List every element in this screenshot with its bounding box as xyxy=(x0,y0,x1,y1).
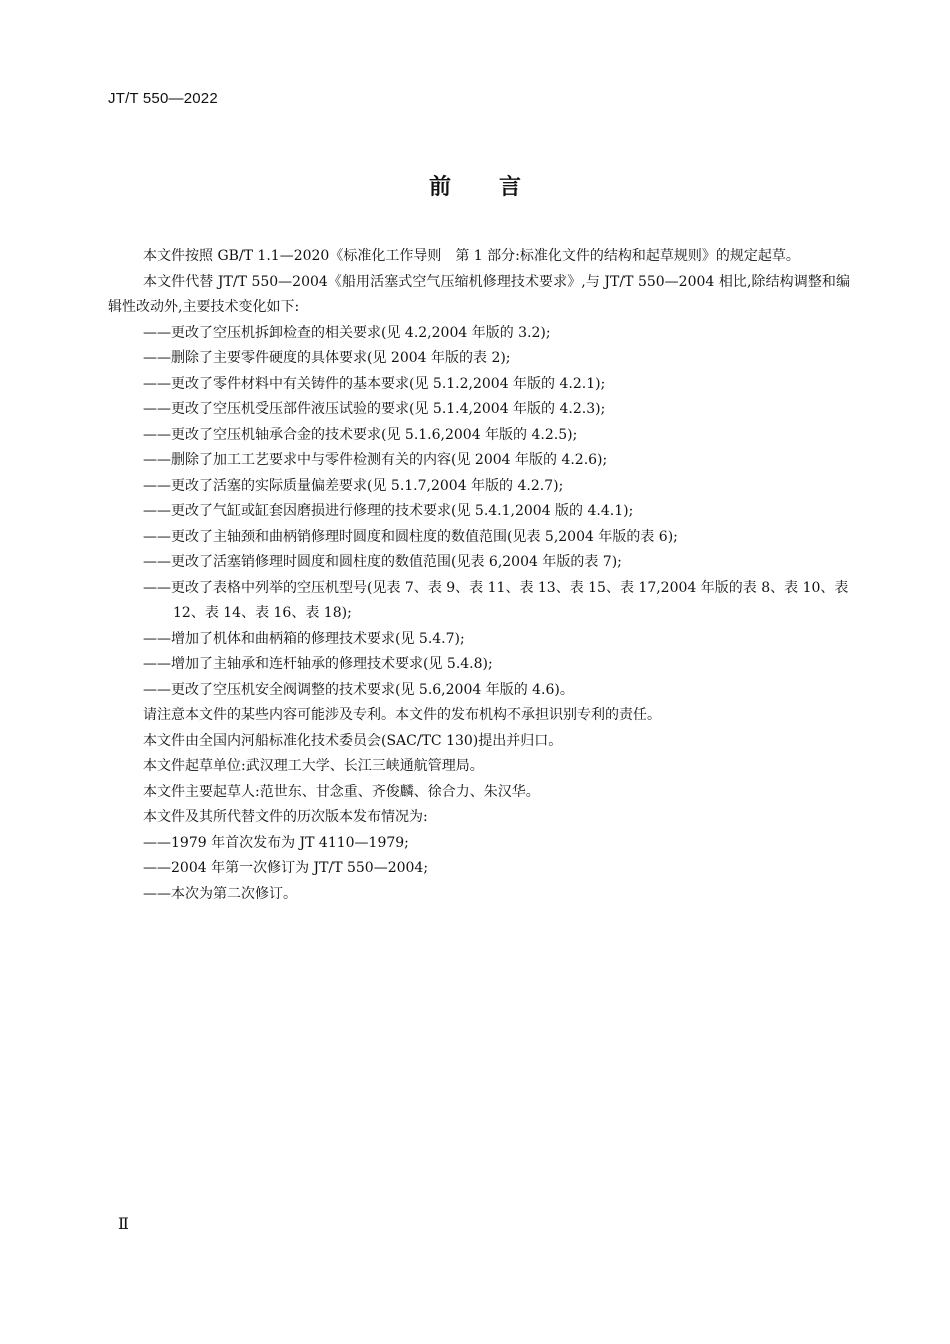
page-number: Ⅱ xyxy=(118,1214,129,1233)
change-item: ——删除了加工工艺要求中与零件检测有关的内容(见 2004 年版的 4.2.6); xyxy=(143,452,608,468)
change-item: ——更改了空压机受压部件液压试验的要求(见 5.1.4,2004 年版的 4.2.3); xyxy=(143,401,606,417)
document-code: JT/T 550—2022 xyxy=(108,90,218,107)
info-paragraph: 本文件主要起草人:范世东、甘念重、齐俊麟、徐合力、朱汉华。 xyxy=(143,783,540,800)
page-title: 前言 xyxy=(428,175,569,200)
change-item: ——删除了主要零件硬度的具体要求(见 2004 年版的表 2); xyxy=(143,350,511,366)
change-item: ——更改了活塞的实际质量偏差要求(见 5.1.7,2004 年版的 4.2.7); xyxy=(143,477,564,494)
foreword-body xyxy=(108,244,850,907)
change-item: ——增加了主轴承和连杆轴承的修理技术要求(见 5.4.8); xyxy=(143,656,493,672)
intro-paragraph: 本文件按照 GB/T 1.1—2020《标准化工作导则 第 1 部分:标准化文件的结构和起草规则》的规定起草。 xyxy=(143,248,800,264)
changes-list xyxy=(108,321,850,704)
change-item: ——更改了空压机轴承合金的技术要求(见 5.1.6,2004 年版的 4.2.5); xyxy=(143,426,578,443)
change-item: ——增加了机体和曲柄箱的修理技术要求(见 5.4.7); xyxy=(143,630,465,647)
info-paragraph: 请注意本文件的某些内容可能涉及专利。本文件的发布机构不承担识别专利的责任。 xyxy=(143,707,661,723)
change-item: ——更改了空压机安全阀调整的技术要求(见 5.6,2004 年版的 4.6)。 xyxy=(143,681,574,698)
change-item: ——更改了空压机拆卸检查的相关要求(见 4.2,2004 年版的 3.2); xyxy=(143,324,551,341)
history-item: ——2004 年第一次修订为 JT/T 550—2004; xyxy=(143,860,429,876)
info-paragraph: 本文件起草单位:武汉理工大学、长江三峡通航管理局。 xyxy=(143,758,484,774)
change-item: ——更改了零件材料中有关铸件的基本要求(见 5.1.2,2004 年版的 4.2.1); xyxy=(143,375,606,392)
change-item: ——更改了气缸或缸套因磨损进行修理的技术要求(见 5.4.1,2004 版的 4.4.1); xyxy=(143,503,634,519)
change-item: ——更改了活塞销修理时圆度和圆柱度的数值范围(见表 6,2004 年版的表 7); xyxy=(143,554,622,570)
history-item: ——本次为第二次修订。 xyxy=(143,885,297,902)
info-paragraph: 本文件及其所代替文件的历次版本发布情况为: xyxy=(143,809,428,825)
change-item: ——更改了表格中列举的空压机型号(见表 7、表 9、表 11、表 13、表 15、表 17,2004 年版的表 8、表 10、表 12、表 14、表 16、表 18); xyxy=(143,579,849,621)
history-list xyxy=(108,831,850,908)
change-item: ——更改了主轴颈和曲柄销修理时圆度和圆柱度的数值范围(见表 5,2004 年版的表 6); xyxy=(143,528,678,545)
intro-paragraph: 本文件代替 JT/T 550—2004《船用活塞式空气压缩机修理技术要求》,与 JT/T 550—2004 相比,除结构调整和编辑性改动外,主要技术变化如下: xyxy=(108,273,850,315)
history-item: ——1979 年首次发布为 JT 4110—1979; xyxy=(143,834,409,851)
info-paragraph: 本文件由全国内河船标准化技术委员会(SAC/TC 130)提出并归口。 xyxy=(143,732,563,749)
